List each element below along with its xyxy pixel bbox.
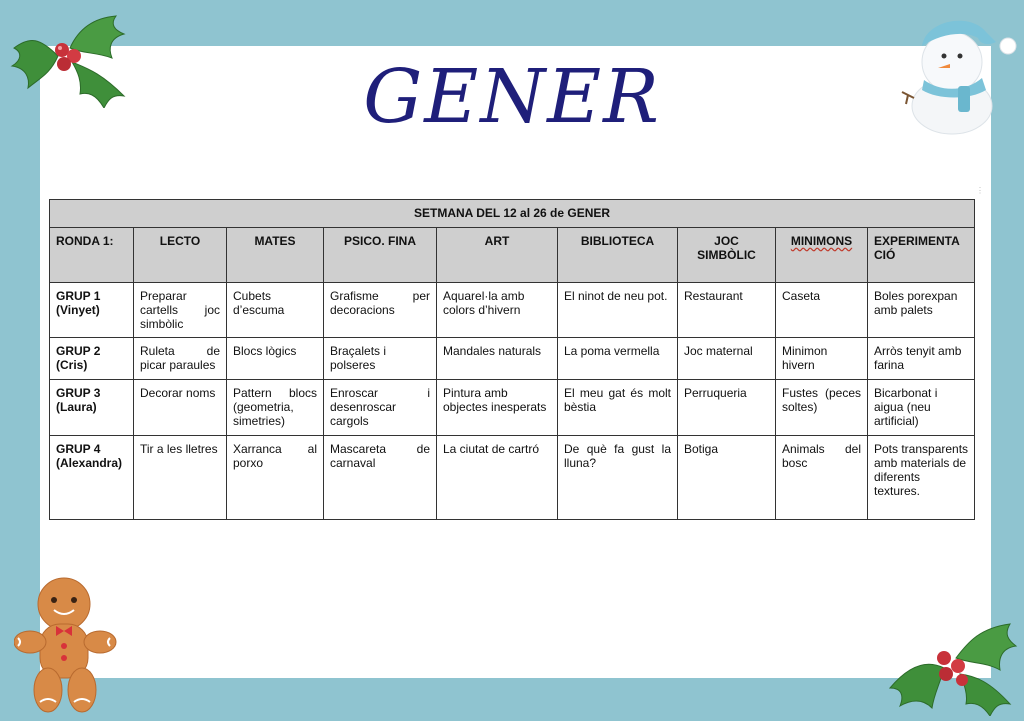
col-header-biblioteca: BIBLIOTECA <box>558 228 678 283</box>
table-cell: Pots transparents amb materials de diferents textures. <box>868 436 975 520</box>
table-cell: Pattern blocs (geometria, simetries) <box>227 380 324 436</box>
table-cell: Preparar cartells joc simbòlic <box>134 283 227 338</box>
group-cell: GRUP 4 (Alexandra) <box>50 436 134 520</box>
table-cell: Blocs lògics <box>227 338 324 380</box>
table-cell: Botiga <box>678 436 776 520</box>
table-cell: Boles porexpan amb palets <box>868 283 975 338</box>
table-cell: Restaurant <box>678 283 776 338</box>
gingerbread-icon <box>14 576 118 716</box>
table-cell: El ninot de neu pot. <box>558 283 678 338</box>
col-header-experimentacio: EXPERIMENTA CIÓ <box>868 228 975 283</box>
group-cell: GRUP 1 (Vinyet) <box>50 283 134 338</box>
table-cell: Braçalets i polseres <box>324 338 437 380</box>
table-row <box>50 338 975 380</box>
week-header: SETMANA DEL 12 al 26 de GENER <box>50 200 975 228</box>
col-header-psico-fina: PSICO. FINA <box>324 228 437 283</box>
group-cell: GRUP 2 (Cris) <box>50 338 134 380</box>
table-cell: La ciutat de cartró <box>437 436 558 520</box>
table-cell: Enroscar i desenroscar cargols <box>324 380 437 436</box>
table-row <box>50 380 975 436</box>
col-header-joc-simbolic: JOC SIMBÒLIC <box>678 228 776 283</box>
table-cell: Aquarel·la amb colors d’hivern <box>437 283 558 338</box>
table-cell: Xarranca al porxo <box>227 436 324 520</box>
table-cell: Tir a les lletres <box>134 436 227 520</box>
table-cell: Perruqueria <box>678 380 776 436</box>
col-header-art: ART <box>437 228 558 283</box>
table-row <box>50 436 975 520</box>
col-header-ronda: RONDA 1: <box>50 228 134 283</box>
table-row <box>50 283 975 338</box>
page-title: GENER <box>363 54 661 140</box>
col-header-lecto: LECTO <box>134 228 227 283</box>
table-cell: Pintura amb objectes inesperats <box>437 380 558 436</box>
col-header-minimons: MINIMONS <box>776 228 868 283</box>
table-cell: Animals del bosc <box>776 436 868 520</box>
table-cell: De què fa gust la lluna? <box>558 436 678 520</box>
table-cell: Mascareta de carnaval <box>324 436 437 520</box>
table-cell: Mandales naturals <box>437 338 558 380</box>
table-cell: Fustes (peces soltes) <box>776 380 868 436</box>
table-cell: Minimon hivern <box>776 338 868 380</box>
table-cell: El meu gat és molt bèstia <box>558 380 678 436</box>
table-cell: Decorar noms <box>134 380 227 436</box>
table-cell: Joc maternal <box>678 338 776 380</box>
table-cell: Arròs tenyit amb farina <box>868 338 975 380</box>
table-cell: Grafisme per decoracions <box>324 283 437 338</box>
table-cell: La poma vermella <box>558 338 678 380</box>
table-handle-icon[interactable]: ⋮ <box>976 186 984 195</box>
table-cell: Bicarbonat i aigua (neu artificial) <box>868 380 975 436</box>
col-header-mates: MATES <box>227 228 324 283</box>
table-cell: Ruleta de picar paraules <box>134 338 227 380</box>
holly-icon <box>884 612 1020 716</box>
schedule-table <box>49 199 975 520</box>
table-cell: Caseta <box>776 283 868 338</box>
table-cell: Cubets d’escuma <box>227 283 324 338</box>
group-cell: GRUP 3 (Laura) <box>50 380 134 436</box>
